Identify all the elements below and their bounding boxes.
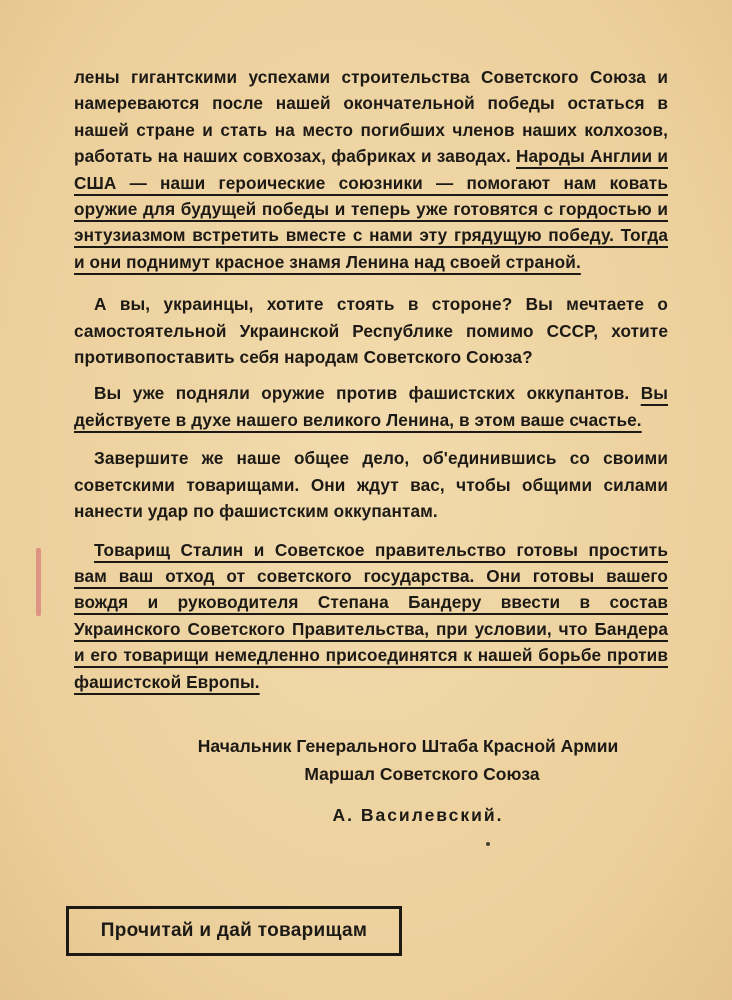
footer-box: [66, 906, 402, 956]
paragraph-4-plain: Завершите же наше общее дело, об'единившись со своими советскими товарищами. Они ждут вас, чтобы общими силами нанести удар по фашистским оккупантам.: [74, 448, 668, 522]
paragraph-3: [74, 380, 668, 433]
signature-title-line-1: Начальник Генерального Штаба Красной Армии: [197, 736, 619, 756]
print-speck: [486, 842, 490, 846]
body-text: [74, 64, 668, 695]
paragraph-2: [74, 291, 668, 370]
paragraph-1-plain: лены гигантскими успехами строительства Советского Союза и намереваются после нашей окончательной победы остаться в нашей стране и стать на место погибших членов наших колхозов, работать на наших совхозах, фабриках и заводах.: [74, 67, 668, 167]
paragraph-5: [74, 537, 668, 695]
paragraph-1-underlined: Народы Англии и США — наши героические союзники — помогают нам ковать оружие для будущей победы и теперь уже готовятся с гордостью и энтузиазмом встретить вместе с нами эту грядущую победу. Тогда и они поднимут красное знамя Ленина над своей страной.: [74, 146, 668, 272]
paragraph-3-underlined: Вы действуете в духе нашего великого Ленина, в этом ваше счастье.: [74, 383, 668, 430]
paragraph-4: [74, 445, 668, 524]
paragraph-3-plain: Вы уже подняли оружие против фашистских оккупантов.: [94, 383, 641, 404]
signature-title-line-2: Маршал Советского Союза: [304, 764, 540, 784]
red-ink-stain: [36, 548, 41, 616]
paragraph-1: [74, 64, 668, 275]
signature-name: А. Василевский.: [332, 805, 504, 825]
footer-box-label: Прочитай и дай товарищам: [100, 920, 368, 941]
paragraph-2-plain: А вы, украинцы, хотите стоять в стороне? Вы мечтаете о самостоятельной Украинской Республике помимо СССР, хотите противопоставить себя народам Советского Союза?: [74, 294, 668, 368]
paragraph-5-underlined: Товарищ Сталин и Советское правительство готовы простить вам ваш отход от советского государства. Они готовы вашего вождя и руководителя Степана Бандеру ввести в состав Украинского Советского Правительства, при условии, что Бандера и его товарищи немедленно присоединятся к нашей борьбе против фашистской Европы.: [74, 539, 668, 692]
